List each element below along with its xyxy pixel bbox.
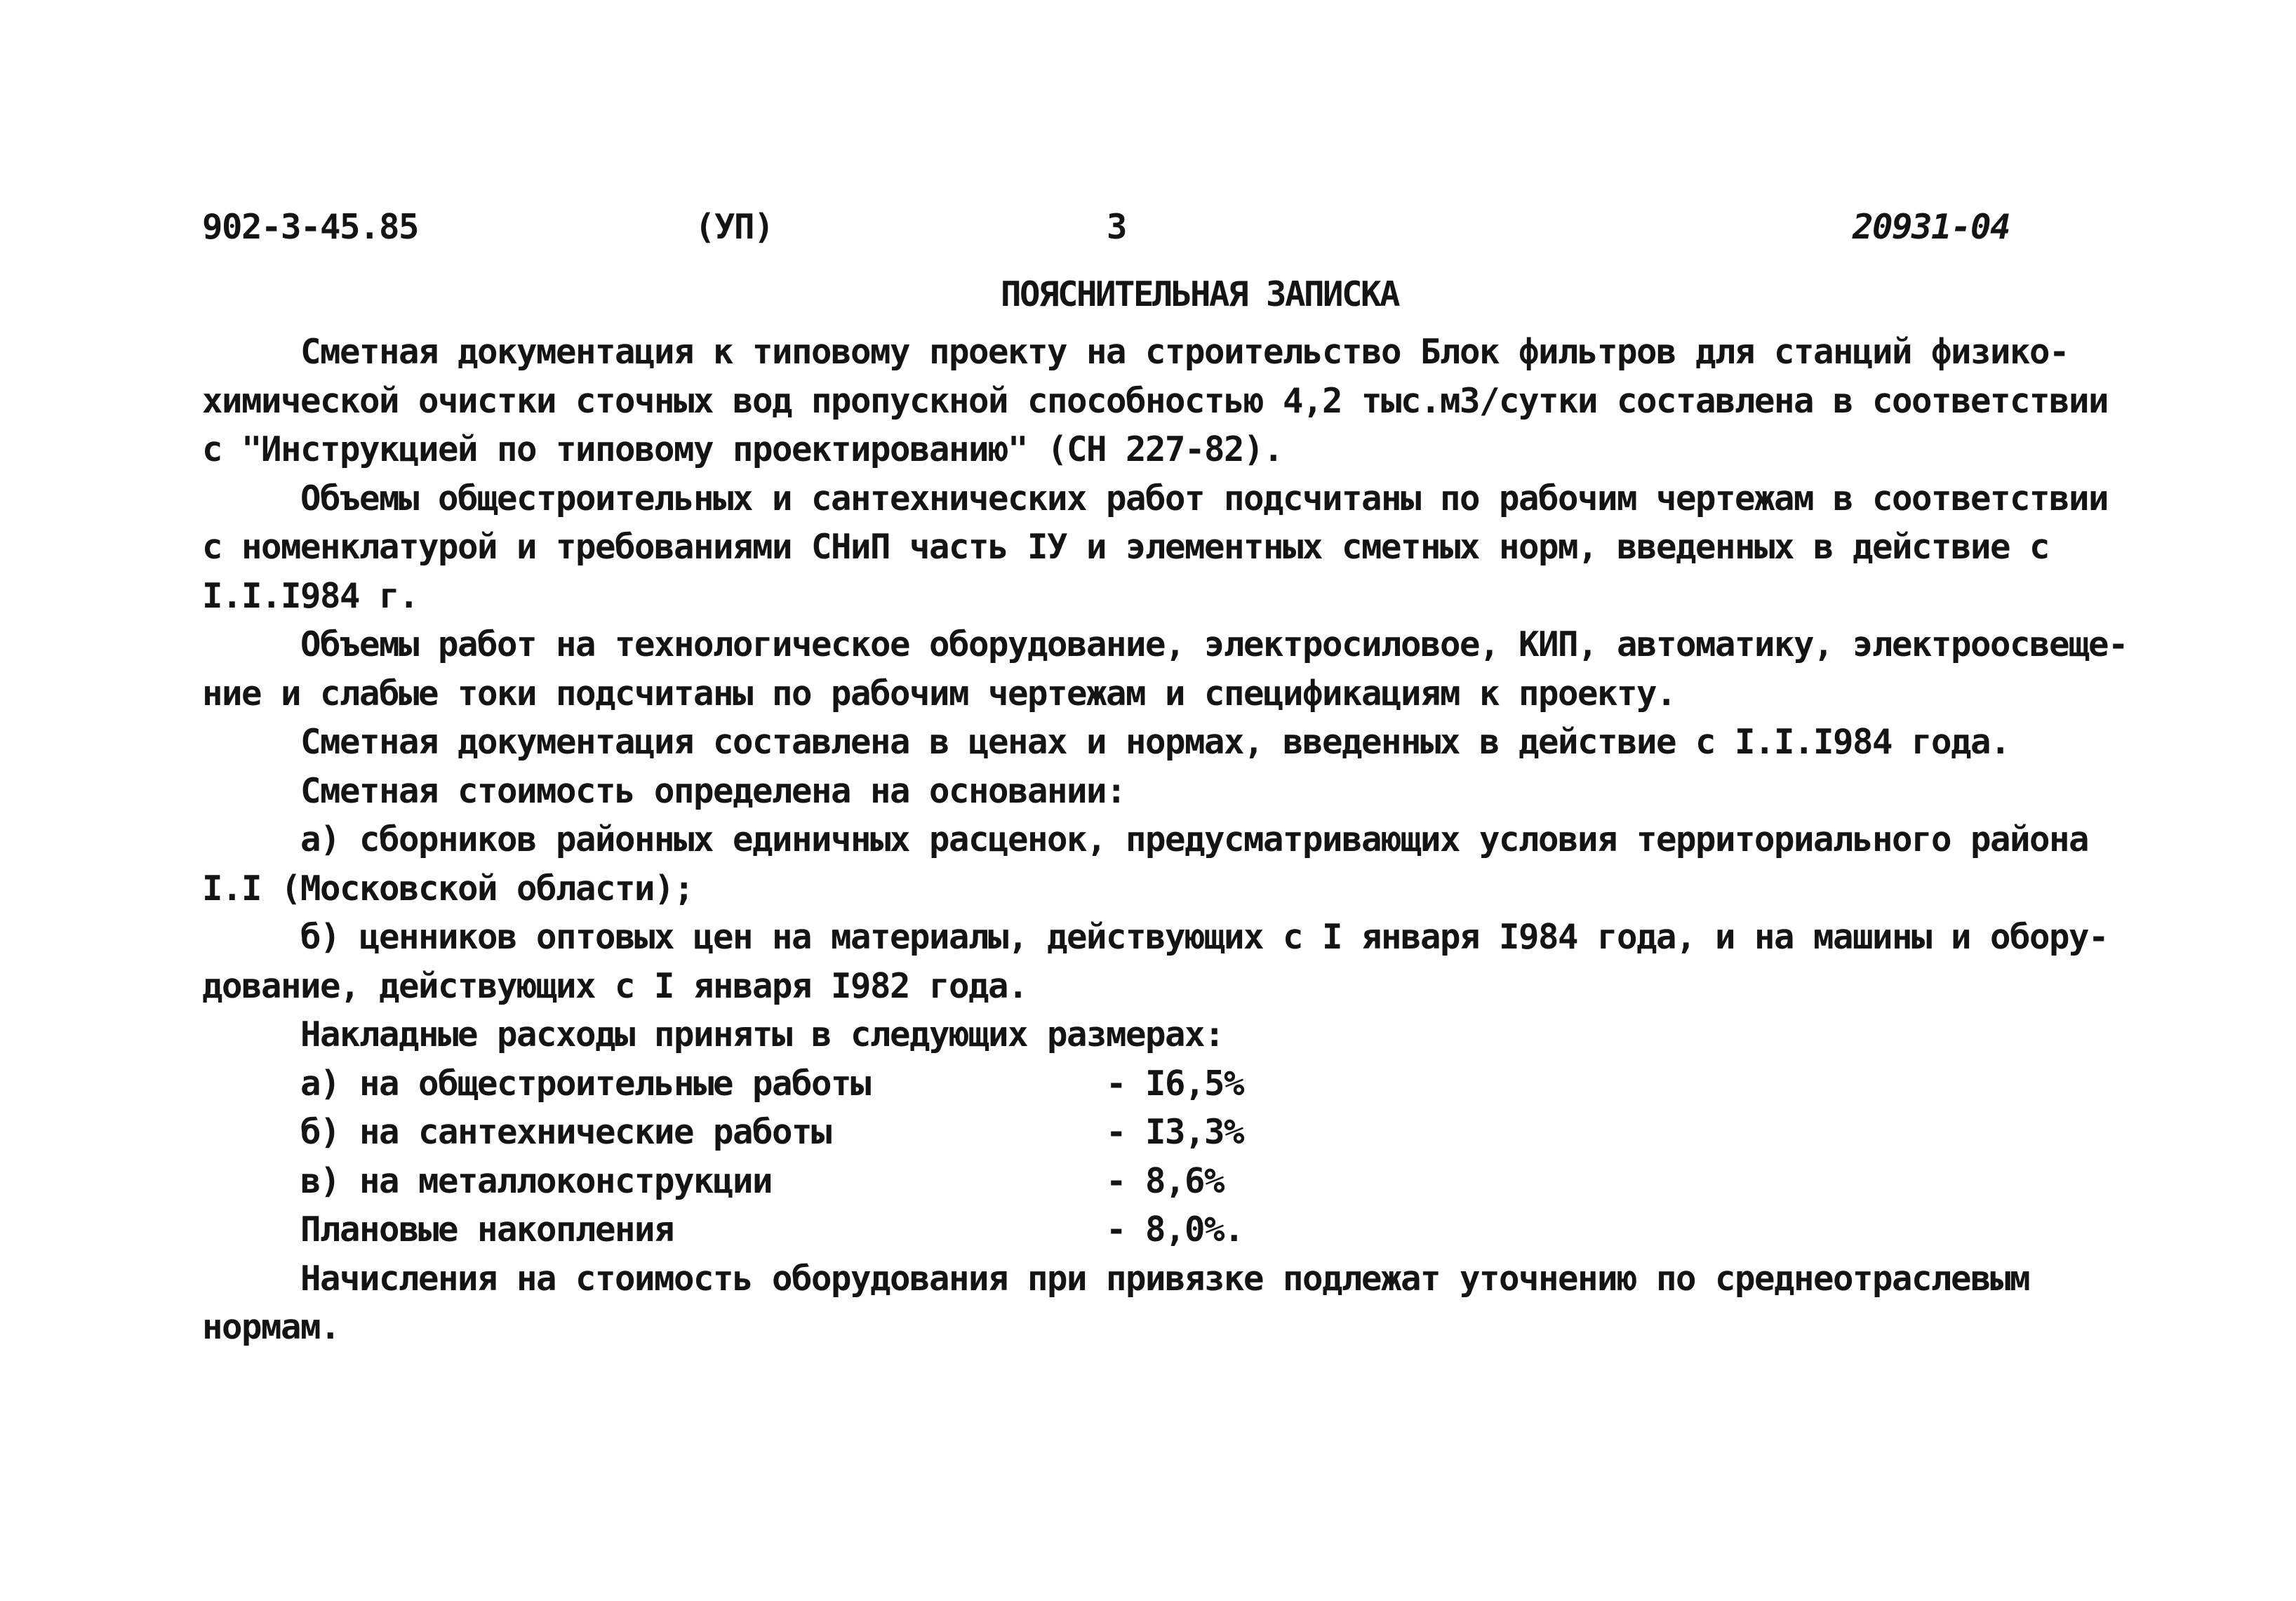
rate-value: - 8,6% [1106, 1160, 1224, 1201]
text-line: химической очистки сточных вод пропускной способностью 4,2 тыс.м3/сутки составлена в соответствии [202, 380, 2109, 421]
text-line: I.I.I984 г. [202, 575, 419, 616]
rate-label: а) на общестроительные работы [300, 1063, 871, 1104]
text-line: нормам. [202, 1307, 340, 1347]
text-line: Начисления на стоимость оборудования при привязке подлежат уточнению по среднеотраслевым [300, 1258, 2030, 1299]
design-stage: (УП) [695, 207, 774, 247]
text-line: с "Инструкцией по типовому проектированию" (СН 227-82). [202, 429, 1283, 469]
rate-value: - 8,0%. [1106, 1210, 1244, 1250]
rate-row [202, 1157, 2125, 1206]
text-line: с номенклатурой и требованиями СНиП часть IУ и элементных сметных норм, введенных в действие с [202, 527, 2050, 567]
text-line: а) сборников районных единичных расценок, предусматривающих условия территориального района [300, 819, 2089, 859]
rate-label: в) на металлоконструкции [300, 1160, 773, 1201]
page-title: ПОЯСНИТЕЛЬНАЯ ЗАПИСКА [1001, 274, 1399, 314]
rate-value: - I6,5% [1106, 1063, 1244, 1104]
rate-row [202, 1059, 2125, 1108]
rate-label: б) на сантехнические работы [300, 1112, 832, 1152]
text-line: дование, действующих с I января I982 года. [202, 965, 1028, 1006]
rate-label: Плановые накопления [300, 1210, 674, 1250]
text-line: Накладные расходы приняты в следующих размерах: [300, 1014, 1224, 1054]
text-line: Сметная документация составлена в ценах и нормах, введенных в действие с I.I.I984 года. [300, 722, 2010, 762]
text-line: ние и слабые токи подсчитаны по рабочим чертежам и спецификациям к проекту. [202, 673, 1676, 714]
text-line: Объемы общестроительных и сантехнических работ подсчитаны по рабочим чертежам в соответствии [300, 478, 2109, 518]
text-line: I.I (Московской области); [202, 868, 694, 909]
page-number: 3 [1107, 207, 1127, 247]
rate-row [202, 1108, 2125, 1157]
text-line: Объемы работ на технологическое оборудование, электросиловое, КИП, автоматику, электроосвеще- [300, 624, 2128, 664]
text-line: Сметная документация к типовому проекту на строительство Блок фильтров для станций физико- [300, 332, 2069, 372]
explanatory-note-body [202, 328, 2128, 1352]
text-line: б) ценников оптовых цен на материалы, действующих с I января I984 года, и на машины и обору- [300, 917, 2109, 957]
text-line: Сметная стоимость определена на основании: [300, 770, 1126, 811]
document-code: 902-3-45.85 [202, 207, 419, 247]
archive-number: 20931-04 [1853, 207, 2010, 247]
rate-row [202, 1205, 2125, 1254]
rate-value: - I3,3% [1106, 1112, 1244, 1152]
